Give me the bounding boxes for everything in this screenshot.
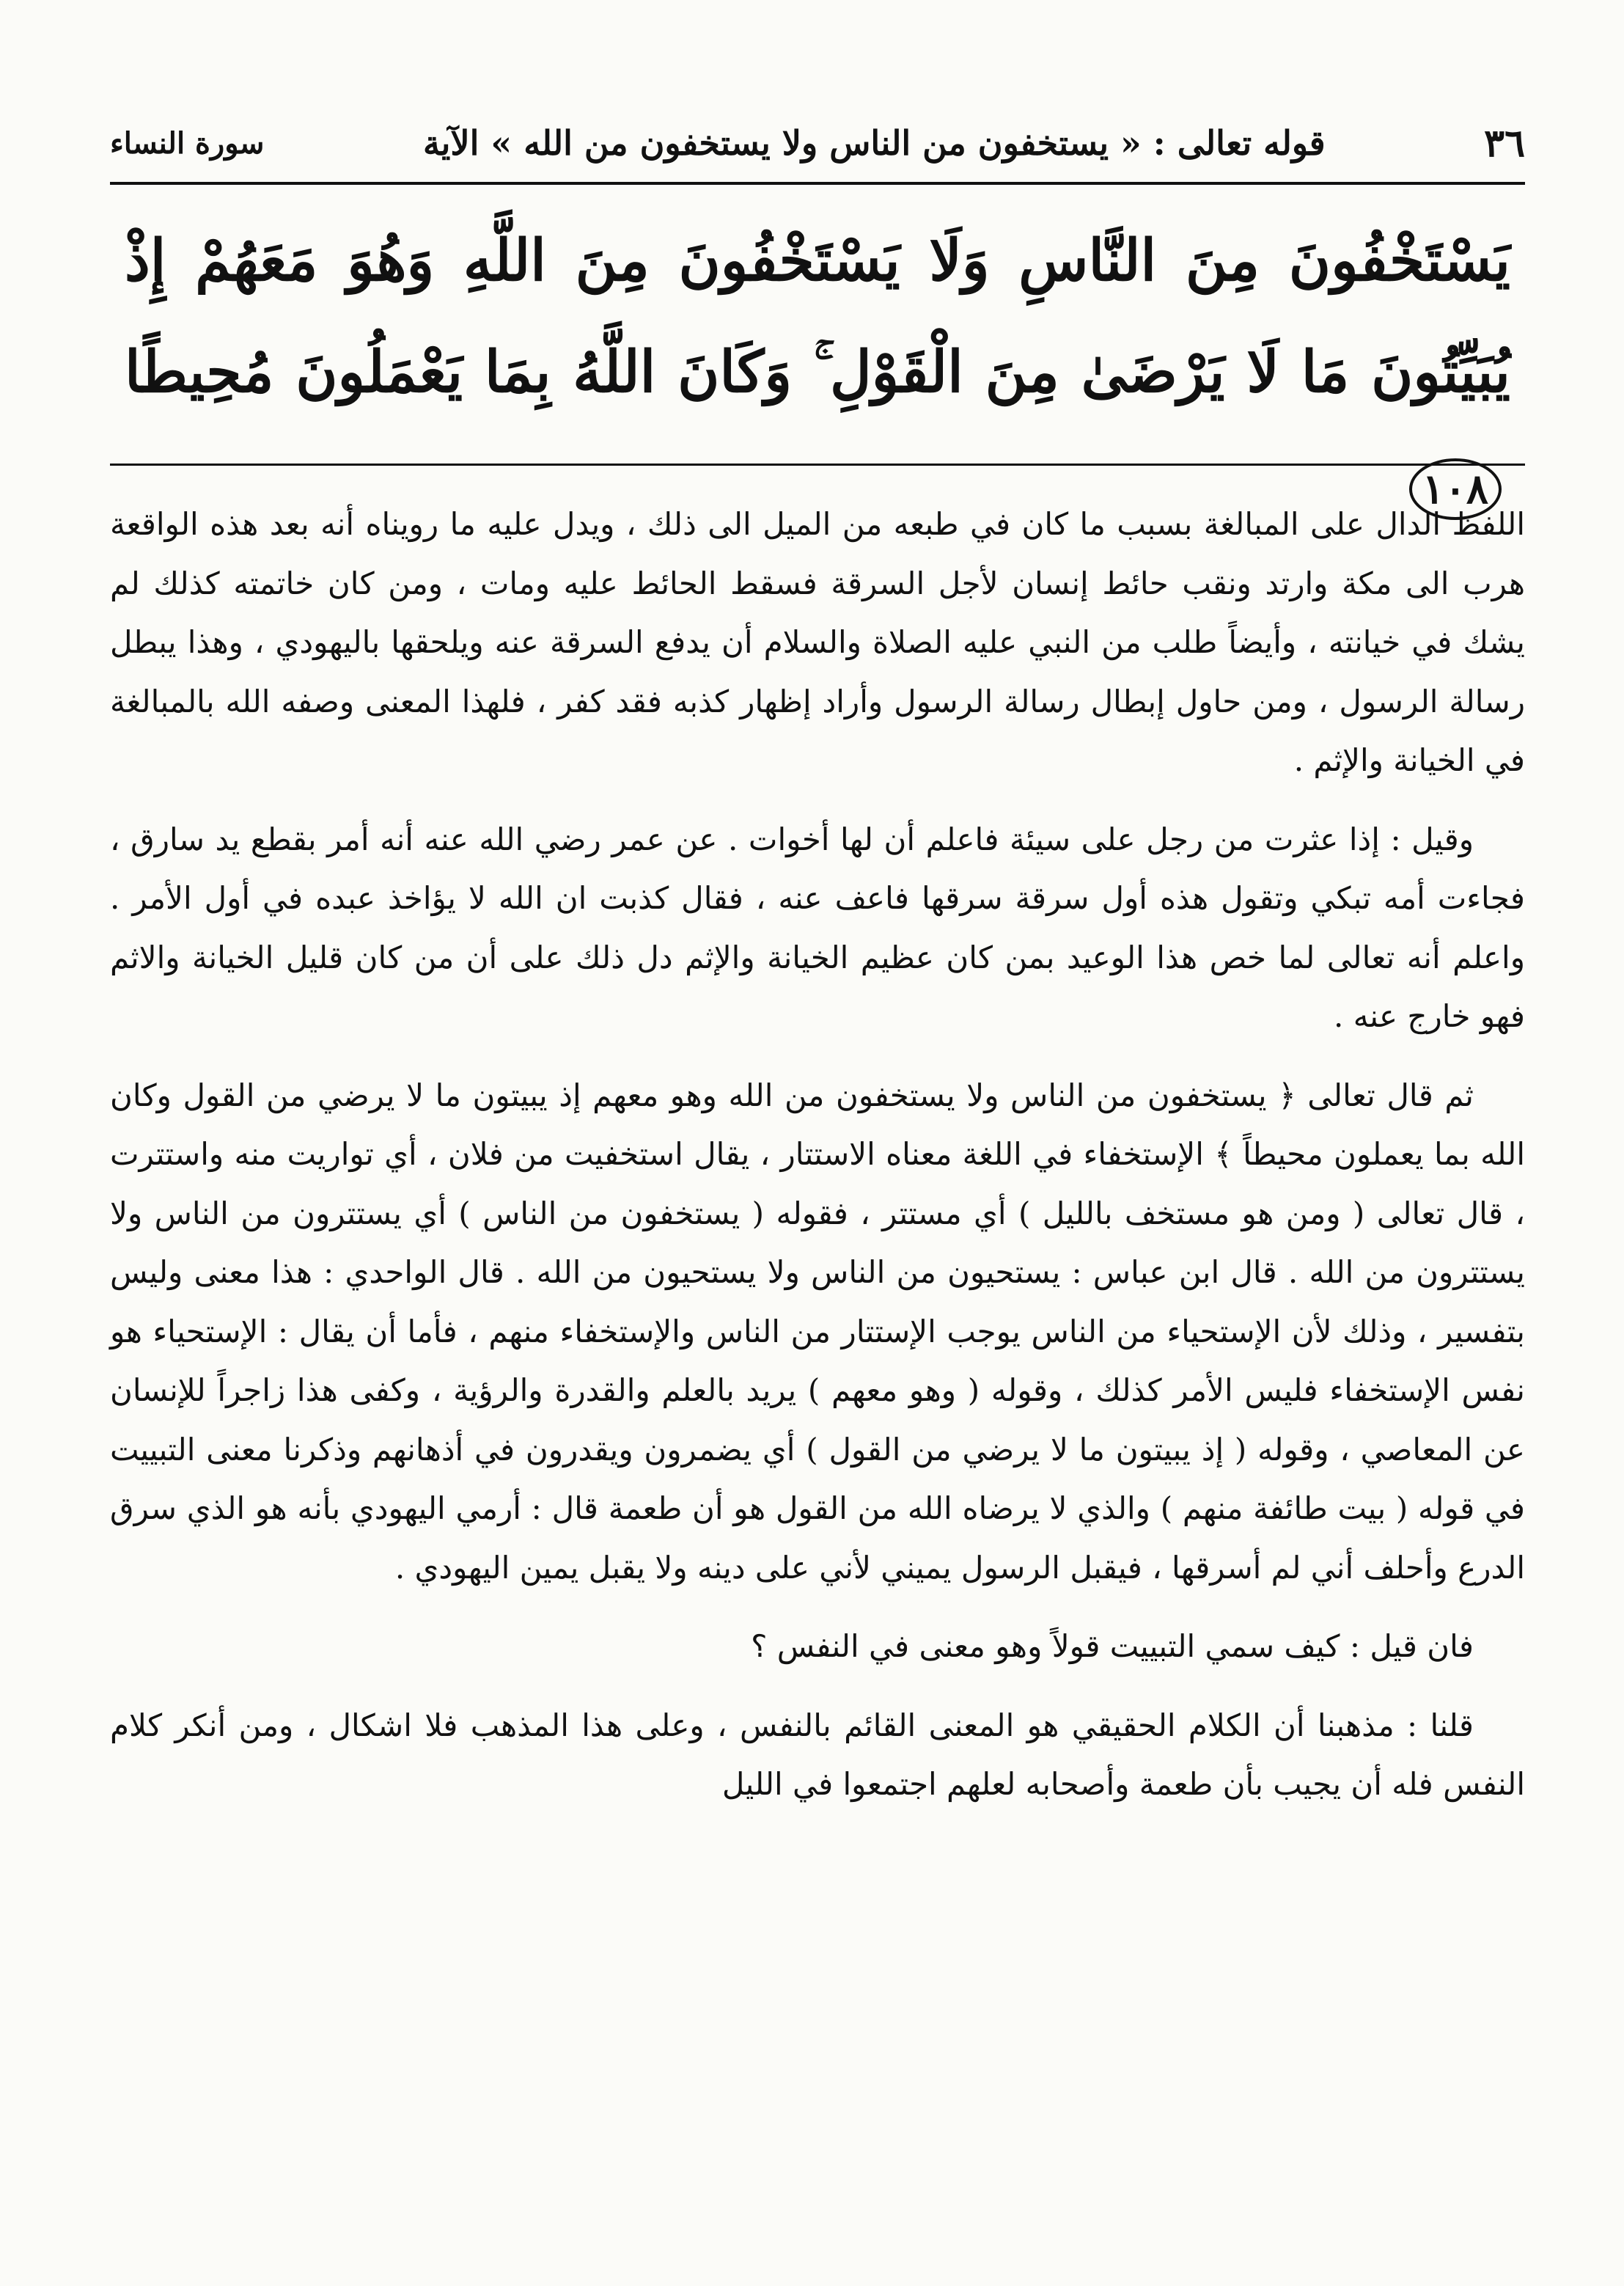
quran-verse [125, 205, 1510, 513]
paragraph: وقيل : إذا عثرت من رجل على سيئة فاعلم أن لها أخوات . عن عمر رضي الله عنه أنه أمر بقطع يد سارق ، فجاءت أمه تبكي وتقول هذه أول سرقة سرقها فاعف عنه ، فقال كذبت ان الله لا يؤاخذ عبده في أول الأمر . واعلم أنه تعالى لما خص هذا الوعيد بمن كان عظيم الخيانة والإثم دل ذلك على أن من كان قليل الخيانة والاثم فهو خارج عنه . [110, 821, 1525, 1034]
paragraph: قلنا : مذهبنا أن الكلام الحقيقي هو المعنى القائم بالنفس ، وعلى هذا المذهب فلا اشكال ، ومن أنكر كلام النفس فله أن يجيب بأن طعمة وأصحابه لعلهم اجتمعوا في الليل [110, 1707, 1525, 1802]
ayah-number-marker: ١٠٨ [1409, 458, 1502, 520]
verse-divider [110, 464, 1525, 466]
running-header [110, 110, 1525, 176]
commentary-body [110, 495, 1525, 1834]
paragraph: اللفظ الدال على المبالغة بسبب ما كان في طبعه من الميل الى ذلك ، ويدل عليه ما رويناه أنه بعد هذه الواقعة هرب الى مكة وارتد ونقب حائط إنسان لأجل السرقة فسقط الحائط عليه ومات ، ومن كان خاتمته كذلك لم يشك في خيانته ، وأيضاً طلب من النبي عليه الصلاة والسلام أن يدفع السرقة عنه ويلحقها باليهودي ، وهذا يبطل رسالة الرسول ، ومن حاول إبطال رسالة الرسول وأراد إظهار كذبه فقد كفر ، فلهذا المعنى وصفه الله بالمبالغة في الخيانة والإثم . [110, 506, 1526, 778]
header-divider [110, 182, 1525, 185]
paragraph: ثم قال تعالى ﴿ يستخفون من الناس ولا يستخفون من الله وهو معهم إذ يبيتون ما لا يرضي من القول وكان الله بما يعملون محيطاً ﴾ الإستخفاء في اللغة معناه الاستتار ، يقال استخفيت من فلان ، أي تواريت منه واستترت ، قال تعالى ( ومن هو مستخف بالليل ) أي مستتر ، فقوله ( يستخفون من الناس ) أي يستترون من الناس ولا يستترون من الله . قال ابن عباس : يستحيون من الناس ولا يستحيون من الله . قال الواحدي : هذا معنى وليس بتفسير ، وذلك لأن الإستحياء من الناس يوجب الإستتار من الناس والإستخفاء منهم ، فأما أن يقال : الإستحياء هو نفس الإستخفاء فليس الأمر كذلك ، وقوله ( وهو معهم ) يريد بالعلم والقدرة والرؤية ، وكفى هذا زاجراً للإنسان عن المعاصي ، وقوله ( إذ يبيتون ما لا يرضي من القول ) أي يضمرون ويقدرون في أذهانهم وذكرنا معنى التبييت في قوله ( بيت طائفة منهم ) والذي لا يرضاه الله من القول هو أن طعمة قال : أرمي اليهودي بأنه هو الذي سرق الدرع وأحلف أني لم أسرقها ، فيقبل الرسول يميني لأني على دينه ولا يقبل يمين اليهودي . [110, 1077, 1525, 1586]
page-number: ٣٦ [1484, 120, 1525, 166]
paragraph: فان قيل : كيف سمي التبييت قولاً وهو معنى في النفس ؟ [751, 1628, 1474, 1664]
header-title: قوله تعالى : « يستخفون من الناس ولا يستخفون من الله » الآية [422, 123, 1326, 163]
surah-name: سورة النساء [110, 125, 265, 161]
verse-text: يَسْتَخْفُونَ مِنَ النَّاسِ وَلَا يَسْتَخْفُونَ مِنَ اللَّهِ وَهُوَ مَعَهُمْ إِذْ يُبَيِّتُونَ مَا لَا يَرْضَىٰ مِنَ الْقَوْلِ ۚ وَكَانَ اللَّهُ بِمَا يَعْمَلُونَ مُحِيطًا [125, 227, 1510, 406]
